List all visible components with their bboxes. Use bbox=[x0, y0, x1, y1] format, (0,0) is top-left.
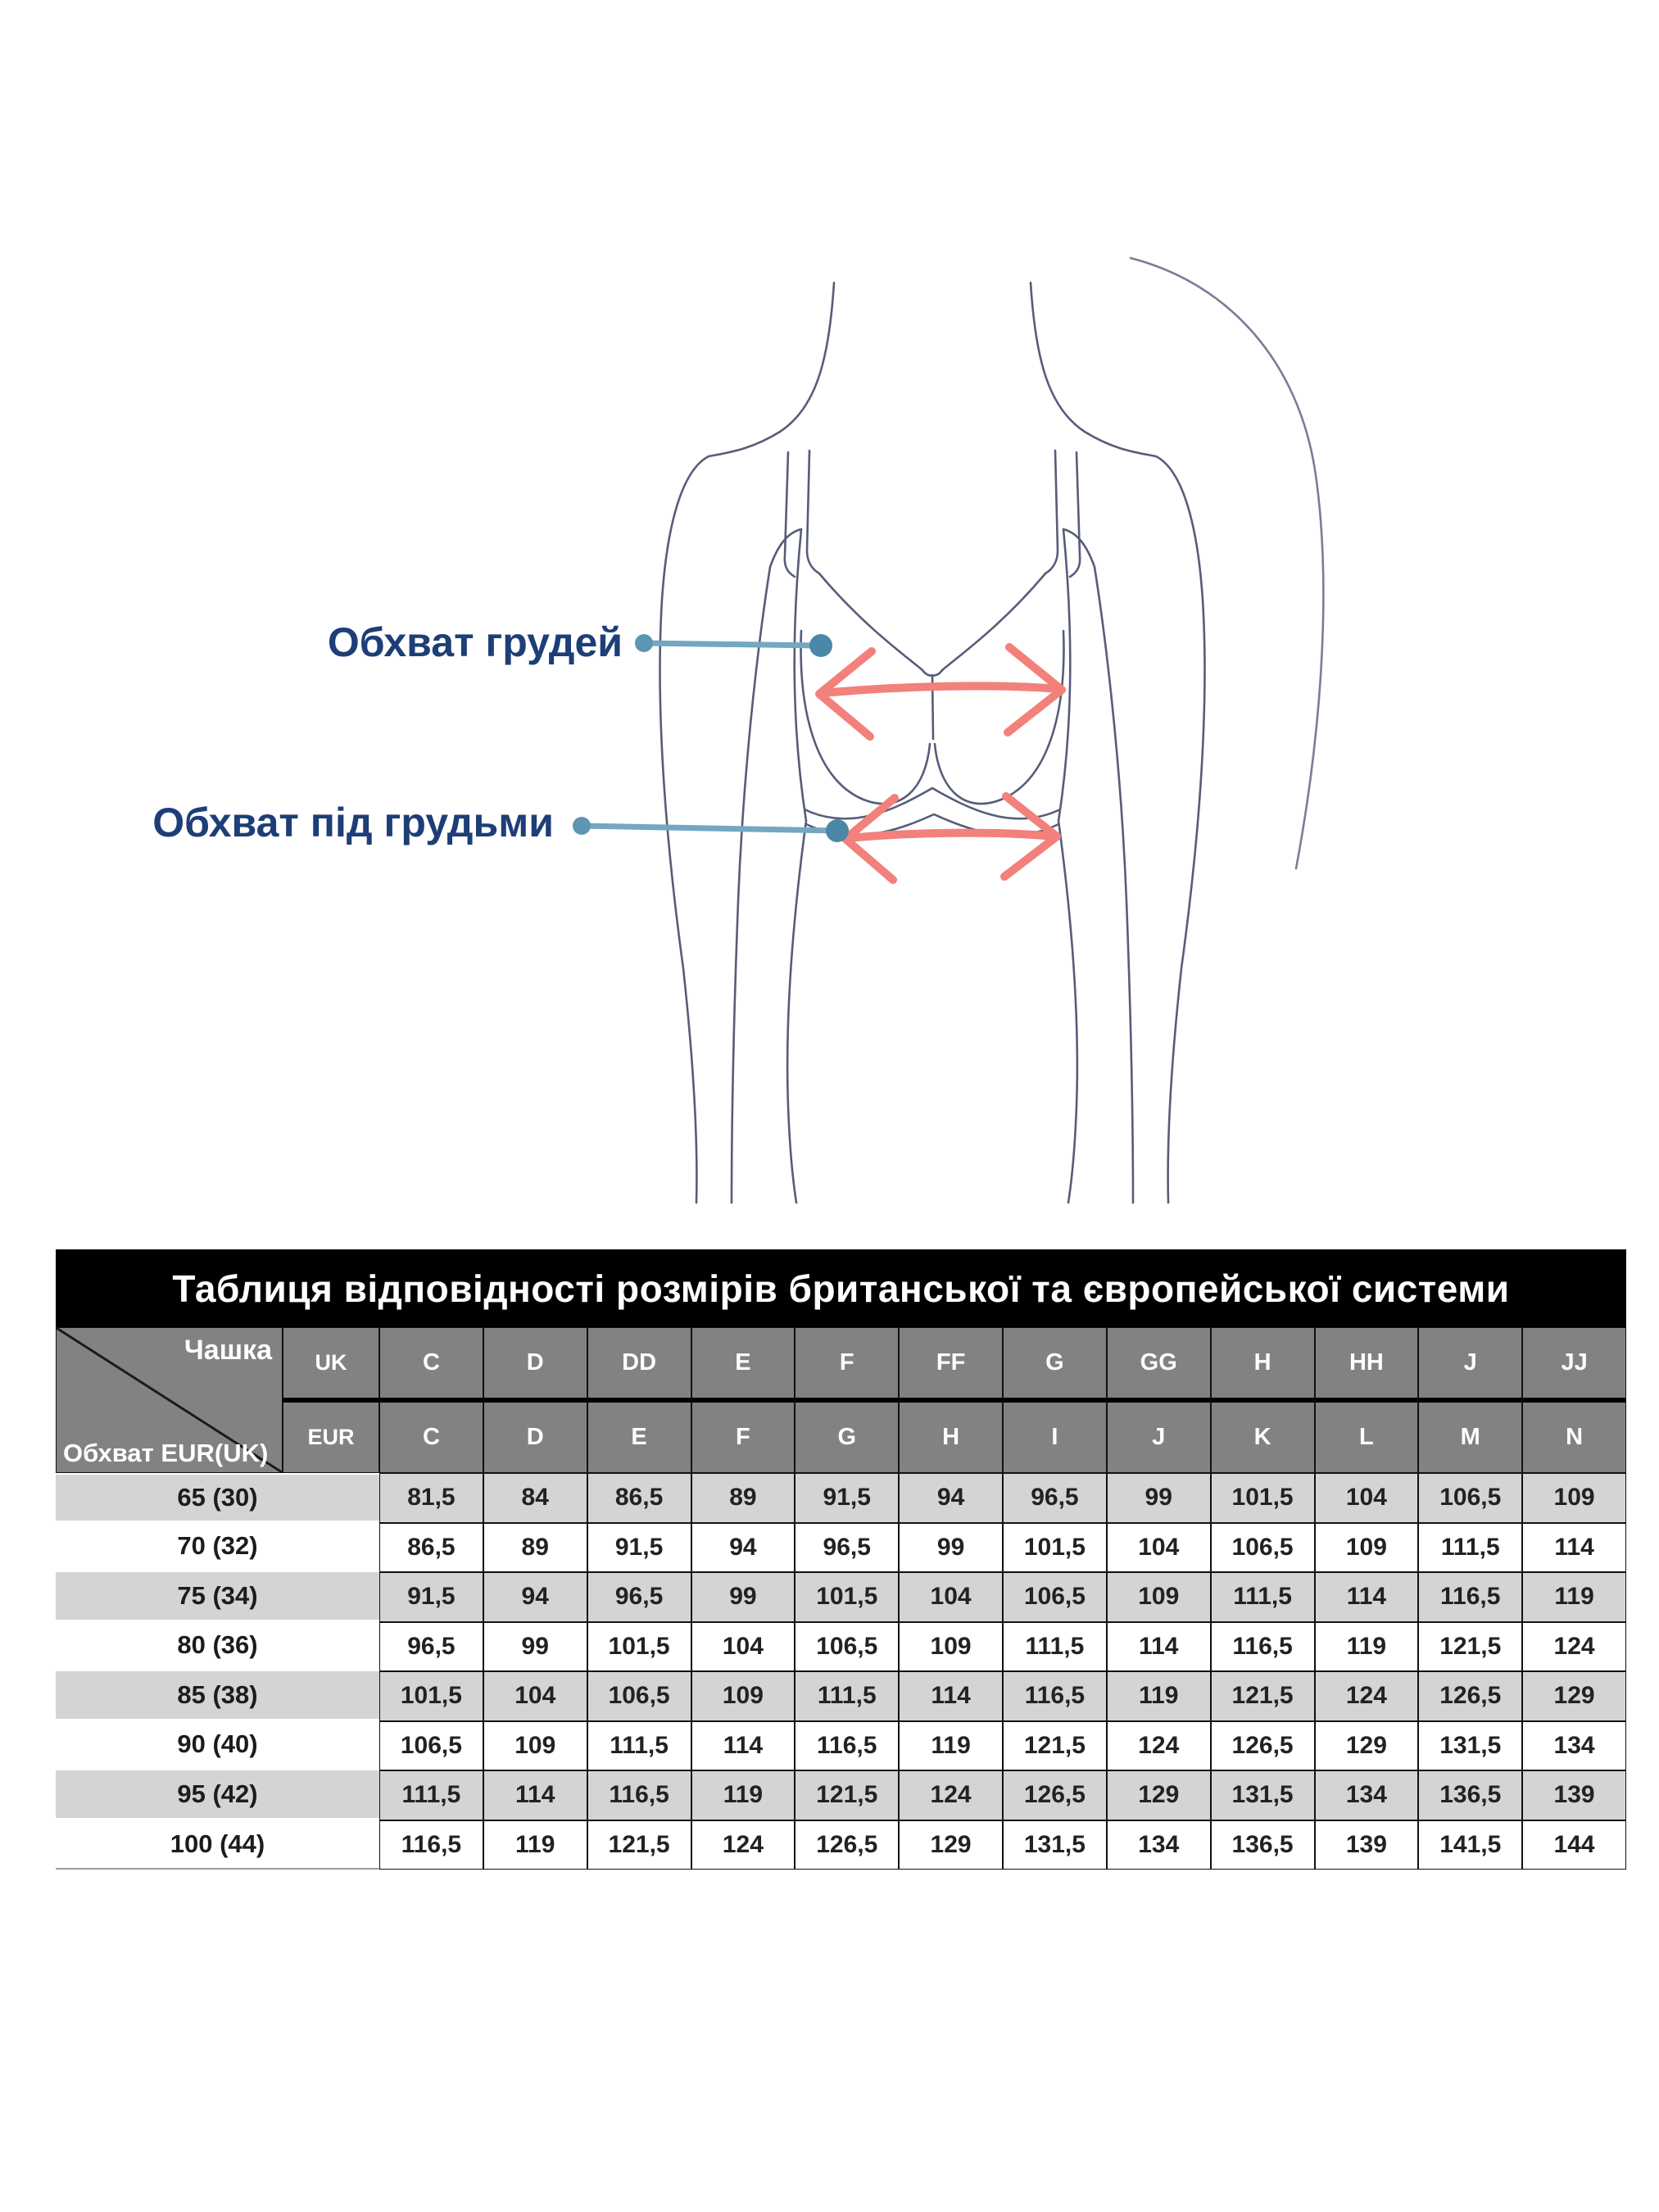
size-value: 111,5 bbox=[1211, 1572, 1315, 1622]
size-value: 96,5 bbox=[379, 1622, 483, 1672]
size-value: 116,5 bbox=[587, 1770, 691, 1820]
uk-cup-hh: HH bbox=[1315, 1327, 1419, 1400]
size-value: 114 bbox=[483, 1770, 587, 1820]
size-value: 89 bbox=[483, 1523, 587, 1573]
size-value: 119 bbox=[1522, 1572, 1626, 1622]
size-value: 106,5 bbox=[587, 1671, 691, 1721]
uk-cup-dd: DD bbox=[587, 1327, 691, 1400]
eur-cup-f: F bbox=[691, 1400, 796, 1473]
band-label: 90 (40) bbox=[56, 1721, 379, 1771]
size-value: 106,5 bbox=[1003, 1572, 1107, 1622]
size-value: 99 bbox=[1107, 1473, 1211, 1523]
bust-arrow bbox=[819, 647, 1062, 737]
size-value: 121,5 bbox=[587, 1820, 691, 1870]
eur-cup-i: I bbox=[1003, 1400, 1107, 1473]
eur-cup-k: K bbox=[1211, 1400, 1315, 1473]
size-value: 116,5 bbox=[379, 1820, 483, 1870]
uk-cup-h: H bbox=[1211, 1327, 1315, 1400]
size-value: 129 bbox=[1315, 1721, 1419, 1771]
band-axis-label: Обхват EUR(UK) bbox=[63, 1439, 269, 1467]
size-value: 119 bbox=[691, 1770, 796, 1820]
size-value: 101,5 bbox=[795, 1572, 899, 1622]
eur-cup-g: G bbox=[795, 1400, 899, 1473]
size-value: 119 bbox=[1107, 1671, 1211, 1721]
size-value: 114 bbox=[1107, 1622, 1211, 1672]
size-value: 124 bbox=[1522, 1622, 1626, 1672]
size-value: 144 bbox=[1522, 1820, 1626, 1870]
uk-cup-g: G bbox=[1003, 1327, 1107, 1400]
size-value: 81,5 bbox=[379, 1473, 483, 1523]
size-value: 124 bbox=[899, 1770, 1003, 1820]
size-value: 109 bbox=[1107, 1572, 1211, 1622]
size-value: 139 bbox=[1315, 1820, 1419, 1870]
size-value: 101,5 bbox=[1211, 1473, 1315, 1523]
size-value: 106,5 bbox=[379, 1721, 483, 1771]
size-value: 109 bbox=[483, 1721, 587, 1771]
uk-cup-d: D bbox=[483, 1327, 587, 1400]
band-label: 65 (30) bbox=[56, 1473, 379, 1523]
bust-leader-line bbox=[635, 634, 832, 657]
size-value: 94 bbox=[899, 1473, 1003, 1523]
band-label: 80 (36) bbox=[56, 1622, 379, 1672]
size-value: 126,5 bbox=[1418, 1671, 1522, 1721]
size-value: 124 bbox=[1107, 1721, 1211, 1771]
size-value: 131,5 bbox=[1418, 1721, 1522, 1771]
uk-cup-f: F bbox=[795, 1327, 899, 1400]
size-value: 86,5 bbox=[379, 1523, 483, 1573]
size-value: 91,5 bbox=[587, 1523, 691, 1573]
size-value: 99 bbox=[691, 1572, 796, 1622]
size-value: 129 bbox=[1107, 1770, 1211, 1820]
size-table bbox=[56, 1249, 1626, 1870]
eur-system-label: EUR bbox=[283, 1400, 379, 1473]
size-value: 111,5 bbox=[795, 1671, 899, 1721]
size-value: 109 bbox=[691, 1671, 796, 1721]
size-value: 94 bbox=[691, 1523, 796, 1573]
size-value: 119 bbox=[899, 1721, 1003, 1771]
size-value: 111,5 bbox=[1003, 1622, 1107, 1672]
band-label: 75 (34) bbox=[56, 1572, 379, 1622]
size-value: 114 bbox=[1315, 1572, 1419, 1622]
size-value: 119 bbox=[1315, 1622, 1419, 1672]
uk-cup-ff: FF bbox=[899, 1327, 1003, 1400]
size-value: 96,5 bbox=[1003, 1473, 1107, 1523]
size-value: 114 bbox=[1522, 1523, 1626, 1573]
size-value: 101,5 bbox=[1003, 1523, 1107, 1573]
size-value: 96,5 bbox=[795, 1523, 899, 1573]
size-value: 136,5 bbox=[1418, 1770, 1522, 1820]
size-value: 104 bbox=[899, 1572, 1003, 1622]
size-value: 111,5 bbox=[379, 1770, 483, 1820]
size-value: 96,5 bbox=[587, 1572, 691, 1622]
size-value: 126,5 bbox=[1003, 1770, 1107, 1820]
underbust-leader-line bbox=[573, 817, 849, 842]
size-value: 104 bbox=[483, 1671, 587, 1721]
size-value: 91,5 bbox=[379, 1572, 483, 1622]
eur-cup-m: M bbox=[1418, 1400, 1522, 1473]
table-title: Таблиця відповідності розмірів британської та європейської системи bbox=[56, 1249, 1626, 1327]
size-value: 109 bbox=[1522, 1473, 1626, 1523]
size-value: 101,5 bbox=[379, 1671, 483, 1721]
size-grid bbox=[56, 1327, 1626, 1870]
uk-cup-e: E bbox=[691, 1327, 796, 1400]
corner-cell bbox=[56, 1327, 283, 1473]
uk-system-label: UK bbox=[283, 1327, 379, 1400]
size-value: 109 bbox=[899, 1622, 1003, 1672]
size-value: 116,5 bbox=[1418, 1572, 1522, 1622]
size-value: 114 bbox=[691, 1721, 796, 1771]
size-value: 134 bbox=[1522, 1721, 1626, 1771]
body-outline bbox=[660, 258, 1324, 1203]
size-value: 104 bbox=[691, 1622, 796, 1672]
size-value: 116,5 bbox=[795, 1721, 899, 1771]
eur-cup-l: L bbox=[1315, 1400, 1419, 1473]
size-value: 104 bbox=[1315, 1473, 1419, 1523]
eur-cup-d: D bbox=[483, 1400, 587, 1473]
eur-cup-h: H bbox=[899, 1400, 1003, 1473]
uk-cup-gg: GG bbox=[1107, 1327, 1211, 1400]
size-value: 129 bbox=[1522, 1671, 1626, 1721]
size-value: 134 bbox=[1315, 1770, 1419, 1820]
size-value: 94 bbox=[483, 1572, 587, 1622]
band-label: 100 (44) bbox=[56, 1820, 379, 1870]
eur-cup-n: N bbox=[1522, 1400, 1626, 1473]
eur-cup-e: E bbox=[587, 1400, 691, 1473]
underbust-label: Обхват під грудьми bbox=[152, 800, 554, 845]
size-value: 114 bbox=[899, 1671, 1003, 1721]
uk-cup-j: J bbox=[1418, 1327, 1522, 1400]
size-value: 99 bbox=[483, 1622, 587, 1672]
size-value: 124 bbox=[1315, 1671, 1419, 1721]
size-value: 116,5 bbox=[1003, 1671, 1107, 1721]
size-value: 91,5 bbox=[795, 1473, 899, 1523]
size-value: 126,5 bbox=[795, 1820, 899, 1870]
uk-cup-c: C bbox=[379, 1327, 483, 1400]
cup-axis-label: Чашка bbox=[184, 1335, 272, 1366]
size-value: 124 bbox=[691, 1820, 796, 1870]
underbust-arrow bbox=[845, 796, 1057, 880]
uk-cup-jj: JJ bbox=[1522, 1327, 1626, 1400]
size-value: 106,5 bbox=[795, 1622, 899, 1672]
eur-cup-c: C bbox=[379, 1400, 483, 1473]
size-value: 111,5 bbox=[587, 1721, 691, 1771]
size-value: 106,5 bbox=[1211, 1523, 1315, 1573]
size-value: 134 bbox=[1107, 1820, 1211, 1870]
eur-cup-j: J bbox=[1107, 1400, 1211, 1473]
size-value: 141,5 bbox=[1418, 1820, 1522, 1870]
bust-label: Обхват грудей bbox=[327, 619, 623, 665]
band-label: 95 (42) bbox=[56, 1770, 379, 1820]
size-value: 121,5 bbox=[1003, 1721, 1107, 1771]
size-value: 131,5 bbox=[1003, 1820, 1107, 1870]
size-value: 101,5 bbox=[587, 1622, 691, 1672]
size-value: 109 bbox=[1315, 1523, 1419, 1573]
size-value: 121,5 bbox=[1211, 1671, 1315, 1721]
size-value: 119 bbox=[483, 1820, 587, 1870]
size-value: 116,5 bbox=[1211, 1622, 1315, 1672]
size-value: 126,5 bbox=[1211, 1721, 1315, 1771]
size-value: 129 bbox=[899, 1820, 1003, 1870]
size-value: 86,5 bbox=[587, 1473, 691, 1523]
size-value: 111,5 bbox=[1418, 1523, 1522, 1573]
size-value: 106,5 bbox=[1418, 1473, 1522, 1523]
size-value: 99 bbox=[899, 1523, 1003, 1573]
size-value: 121,5 bbox=[795, 1770, 899, 1820]
size-value: 89 bbox=[691, 1473, 796, 1523]
band-label: 70 (32) bbox=[56, 1523, 379, 1573]
size-value: 104 bbox=[1107, 1523, 1211, 1573]
size-value: 139 bbox=[1522, 1770, 1626, 1820]
size-value: 131,5 bbox=[1211, 1770, 1315, 1820]
band-label: 85 (38) bbox=[56, 1671, 379, 1721]
size-value: 84 bbox=[483, 1473, 587, 1523]
size-value: 136,5 bbox=[1211, 1820, 1315, 1870]
size-value: 121,5 bbox=[1418, 1622, 1522, 1672]
